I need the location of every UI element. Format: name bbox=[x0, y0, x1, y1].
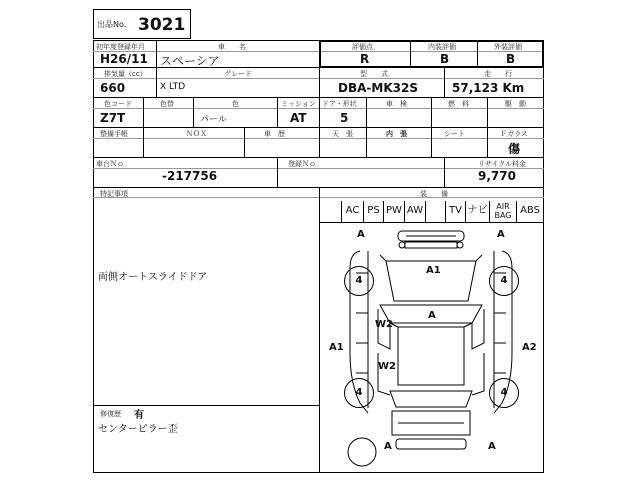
service-record-label: 整備手帳 bbox=[100, 130, 128, 138]
repair-history-label: 修復歴 bbox=[100, 410, 121, 418]
inspection-label: 車 検 bbox=[386, 100, 407, 108]
car-damage-diagram bbox=[320, 223, 543, 472]
recycle-fee-label: リサイクル料金 bbox=[478, 160, 527, 168]
color-code-value: Z7T bbox=[100, 111, 126, 125]
reg-date-value: H26/11 bbox=[100, 52, 148, 66]
grade-value: X LTD bbox=[160, 82, 186, 92]
grade-label: グレード bbox=[224, 70, 252, 78]
score-label: 評価点 bbox=[352, 43, 373, 51]
equipment-pw: PW bbox=[383, 201, 404, 222]
equipment-blank bbox=[425, 201, 445, 222]
damage-left-rear-door: W2 bbox=[378, 361, 396, 372]
mileage-value: 57,123 Km bbox=[452, 81, 525, 95]
mileage-label: 走 行 bbox=[484, 70, 512, 78]
damage-roof: A bbox=[428, 310, 436, 321]
damage-front-right: A bbox=[497, 229, 505, 240]
transmission-value: AT bbox=[290, 111, 307, 125]
model-value: DBA-MK32S bbox=[338, 81, 418, 95]
damage-left-front-door: W2 bbox=[375, 319, 393, 330]
car-name-label: 車 名 bbox=[218, 43, 246, 51]
equipment-label: 装 備 bbox=[420, 190, 448, 198]
color-change-label: 色替 bbox=[160, 100, 174, 108]
front-glass-label: Ｆガラス bbox=[500, 130, 528, 138]
equipment-tv: TV bbox=[445, 201, 465, 222]
interior-trim-label: 内 張 bbox=[386, 130, 407, 138]
damage-front-left: A bbox=[357, 229, 365, 240]
transmission-label: ミッション bbox=[281, 100, 316, 108]
displacement-value: 660 bbox=[100, 81, 126, 95]
tire-front-left: 4 bbox=[344, 266, 374, 296]
doors-value: 5 bbox=[340, 111, 349, 125]
model-label: 型 式 bbox=[360, 70, 388, 78]
equipment-abs: ABS bbox=[516, 201, 543, 222]
color-code-label: 色コード bbox=[104, 100, 132, 108]
score-value: R bbox=[360, 52, 370, 66]
interior-score-label: 内装評価 bbox=[428, 43, 456, 51]
tire-rear-left: 4 bbox=[344, 378, 374, 408]
car-name-value: スペーシア bbox=[160, 54, 220, 68]
seat-label: シート bbox=[444, 130, 465, 138]
interior-score-value: B bbox=[440, 52, 450, 66]
paint-value: パール bbox=[200, 115, 227, 125]
repair-detail: センターピラー歪 bbox=[98, 424, 178, 435]
damage-rear-left: A bbox=[384, 441, 392, 452]
notes-label: 特記事項 bbox=[100, 190, 128, 198]
exterior-score-label: 外装評価 bbox=[494, 43, 522, 51]
lot-number-box bbox=[93, 9, 191, 39]
equipment-aw: AW bbox=[404, 201, 425, 222]
equipment-airbag: AIR BAG bbox=[489, 201, 516, 222]
drive-label: 駆 動 bbox=[505, 100, 526, 108]
tire-front-right: 4 bbox=[489, 266, 519, 296]
lot-number: 3021 bbox=[138, 15, 186, 35]
notes-text: 両側オートスライドドア bbox=[98, 272, 208, 283]
lot-label: 出品No． bbox=[97, 20, 132, 29]
nox-label: ＮＯＸ bbox=[186, 130, 207, 138]
doors-label: ドア・形状 bbox=[322, 100, 357, 108]
damage-left-side: A1 bbox=[329, 342, 344, 353]
front-glass-value: 傷 bbox=[508, 142, 521, 156]
fuel-label: 燃 料 bbox=[448, 100, 469, 108]
paint-label: 色 bbox=[232, 100, 239, 108]
chassis-number-value: -217756 bbox=[162, 169, 218, 183]
registration-number-label: 登録Ｎｏ． bbox=[288, 160, 323, 168]
damage-right-side: A2 bbox=[522, 342, 537, 353]
damage-rear-right: A bbox=[488, 441, 496, 452]
chassis-number-label: 車台Ｎｏ． bbox=[96, 160, 131, 168]
equipment-ps: PS bbox=[363, 201, 383, 222]
recycle-fee-value: 9,770 bbox=[478, 169, 516, 183]
displacement-label: 排気量（cc） bbox=[104, 70, 147, 78]
tire-rear-right: 4 bbox=[489, 378, 519, 408]
roof-lining-label: 天 張 bbox=[332, 130, 353, 138]
reg-date-label: 初年度登録年月 bbox=[96, 43, 145, 51]
exterior-score-value: B bbox=[506, 52, 516, 66]
damage-hood: A1 bbox=[426, 265, 441, 276]
history-label: 車 歴 bbox=[264, 130, 285, 138]
equipment-ac: AC bbox=[341, 201, 363, 222]
equipment-navi: ナビ bbox=[465, 201, 489, 222]
repair-history-value: 有 bbox=[134, 410, 144, 421]
